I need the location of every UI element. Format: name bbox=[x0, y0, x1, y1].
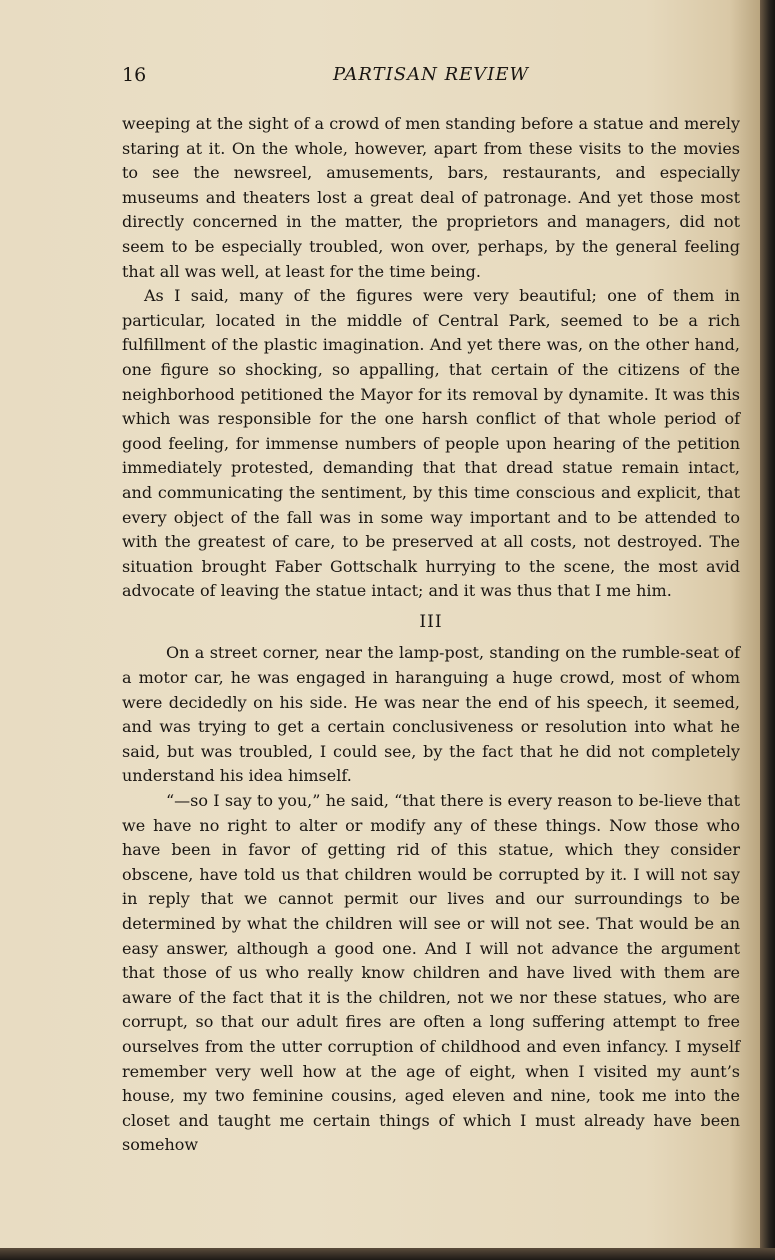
paragraph-2: As I said, many of the figures were very beautiful; one of them in particular, located in the middle of Central Park, seemed to be a rich fulfillment of the plastic imagination. And yet there was, on the other hand, one figure so shocking, so appalling, that certain of the citizens of the neighborhood petitioned the Mayor for its removal by dynamite. It was this which was responsible for the one harsh conflict of that whole period of good feeling, for immense numbers of people upon hearing of the petition immediately protested, demanding that that dread statue remain intact, and communicating the sentiment, by this time conscious and explicit, that every object of the fall was in some way important and to be attended to with the greatest of care, to be preserved at all costs, not destroyed. The situation brought Faber Gottschalk hurrying to the scene, the most avid advocate of leaving the statue intact; and it was thus that I me him. bbox=[122, 286, 740, 601]
paragraph-3: On a street corner, near the lamp-post, standing on the rumble-seat of a motor car, he was engaged in haranguing a huge crowd, most of whom were decidedly on his side. He was near the end of his speech, it seemed, and was trying to get a certain conclusiveness or resolution into what he said, but was troubled, I could see, by the fact that he did not completely understand his idea himself. bbox=[122, 643, 740, 786]
page-bottom-shadow bbox=[0, 1248, 775, 1260]
journal-title: PARTISAN REVIEW bbox=[332, 64, 530, 85]
page-edge-shadow bbox=[760, 0, 775, 1260]
page-number: 16 bbox=[122, 64, 147, 86]
body-text bbox=[122, 112, 740, 1158]
section-heading: III bbox=[419, 611, 443, 632]
paragraph-4: “—so I say to you,” he said, “that there is every reason to be-lieve that we have no right to alter or modify any of these things. Now those who have been in favor of getting rid of this statue, which they consider obscene, have told us that children would be corrupted by it. I will not say in reply that we cannot permit our lives and our surroundings to be determined by what the children will see or will not see. That would be an easy answer, although a good one. And I will not advance the argument that those of us who really know children and have lived with them are aware of the fact that it is the children, not we nor these statues, who are corrupt, so that our adult fires are often a long suffering attempt to free ourselves from the utter corruption of childhood and even infancy. I myself remember very well how at the age of eight, when I visited my aunt’s house, my two feminine cousins, aged eleven and nine, took me into the closet and taught me certain things of which I must already have been somehow bbox=[122, 791, 740, 1155]
running-head bbox=[122, 64, 740, 92]
paragraph-1: weeping at the sight of a crowd of men standing before a statue and merely staring at it. On the whole, however, apart from these visits to the movies to see the newsreel, amusements, bars, restaurants, and especially museums and theaters lost a great deal of patronage. And yet those most directly concerned in the matter, the proprietors and managers, did not seem to be especially troubled, won over, perhaps, by the general feeling that all was well, at least for the time being. bbox=[122, 114, 740, 281]
